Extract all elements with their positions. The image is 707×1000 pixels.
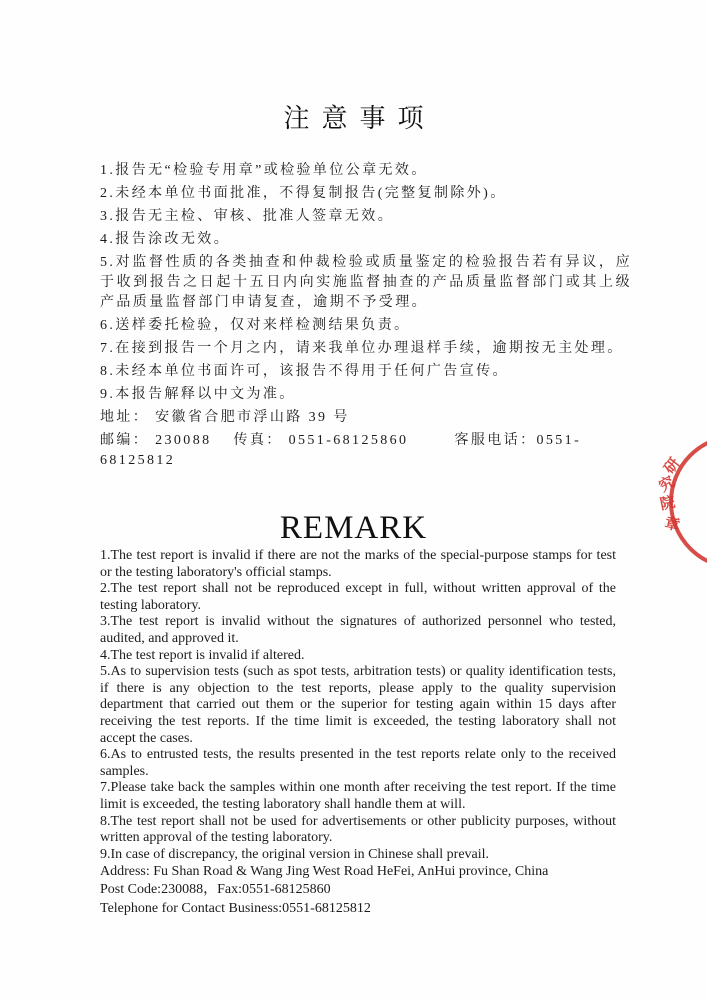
remark-item: 1.The test report is invalid if there are not the marks of the special-purpose stamps for test or the testing laboratory's official stamps.: [100, 548, 616, 580]
remark-item: 8.The test report shall not be used for advertisements or other publicity purposes, without written approval of the testing laboratory.: [100, 813, 616, 846]
stamp-character: 研: [661, 455, 684, 478]
notice-title: 注意事项: [283, 104, 436, 133]
remark-item: 4.The test report is invalid if altered.: [100, 647, 305, 663]
remark-address: Address: Fu Shan Road & Wang Jing West Road HeFei, AnHui province, China: [100, 864, 549, 880]
notice-item: 9.本报告解释以中文为准。: [100, 387, 296, 402]
remark-item: 2.The test report shall not be reproduced except in full, without written approval of the testing laboratory.: [100, 581, 616, 613]
stamp-character: 究: [656, 474, 678, 496]
remark-postcode-fax: Post Code:230088，Fax:0551-68125860: [100, 882, 331, 898]
notice-item: 5.对监督性质的各类抽查和仲裁检验或质量鉴定的检验报告若有异议，应于收到报告之日起十五日内向实施监督抽查的产品质量监督部门或其上级产品质量监督部门申请复查，逾期不予受理。: [100, 255, 632, 310]
notice-list: [100, 161, 632, 471]
notice-postcode: 邮编： 230088: [100, 433, 212, 448]
remark-item: 3.The test report is invalid without the signatures of authorized personnel who tested, audited, and approved it.: [100, 614, 616, 646]
notice-item: 2.未经本单位书面批准，不得复制报告(完整复制除外)。: [100, 186, 507, 201]
notice-item: 3.报告无主检、审核、批准人签章无效。: [100, 209, 395, 224]
notice-item: 4.报告涂改无效。: [100, 232, 231, 247]
notice-item: 8.未经本单位书面许可，该报告不得用于任何广告宣传。: [100, 364, 509, 379]
stamp-character: 院: [658, 494, 677, 514]
remark-item: 6.As to entrusted tests, the results presented in the test reports relate only to the received samples.: [100, 747, 616, 779]
notice-contact-row: [100, 431, 632, 471]
stamp-character: 章: [663, 515, 682, 535]
remark-item: 9.In case of discrepancy, the original version in Chinese shall prevail.: [100, 846, 490, 862]
remark-item: 5.As to supervision tests (such as spot tests, arbitration tests) or quality identification tests, if there is any objection to the test reports, please apply to the quality supervision department that carried out them or the superior for testing again within 15 days after receiving the test reports. If the time limit is exceeded, the testing laboratory shall not accept the cases.: [100, 664, 616, 746]
notice-item: 6.送样委托检验，仅对来样检测结果负责。: [100, 318, 411, 333]
notice-fax: 传真： 0551-68125860: [233, 433, 409, 448]
remark-list: [100, 548, 616, 918]
notice-item: 1.报告无“检验专用章”或检验单位公章无效。: [100, 163, 428, 178]
remark-title: REMARK: [279, 510, 428, 546]
notice-service-phone: 客服电话：0551-68125812: [100, 433, 582, 468]
remark-telephone: Telephone for Contact Business:0551-68125812: [100, 900, 371, 916]
notice-item: 7.在接到报告一个月之内，请来我单位办理退样手续，逾期按无主处理。: [100, 341, 624, 356]
notice-address: 地址： 安徽省合肥市浮山路 39 号: [100, 410, 350, 425]
remark-item: 7.Please take back the samples within one month after receiving the test report. If the time limit is exceeded, the testing laboratory shall handle them at will.: [100, 780, 616, 812]
